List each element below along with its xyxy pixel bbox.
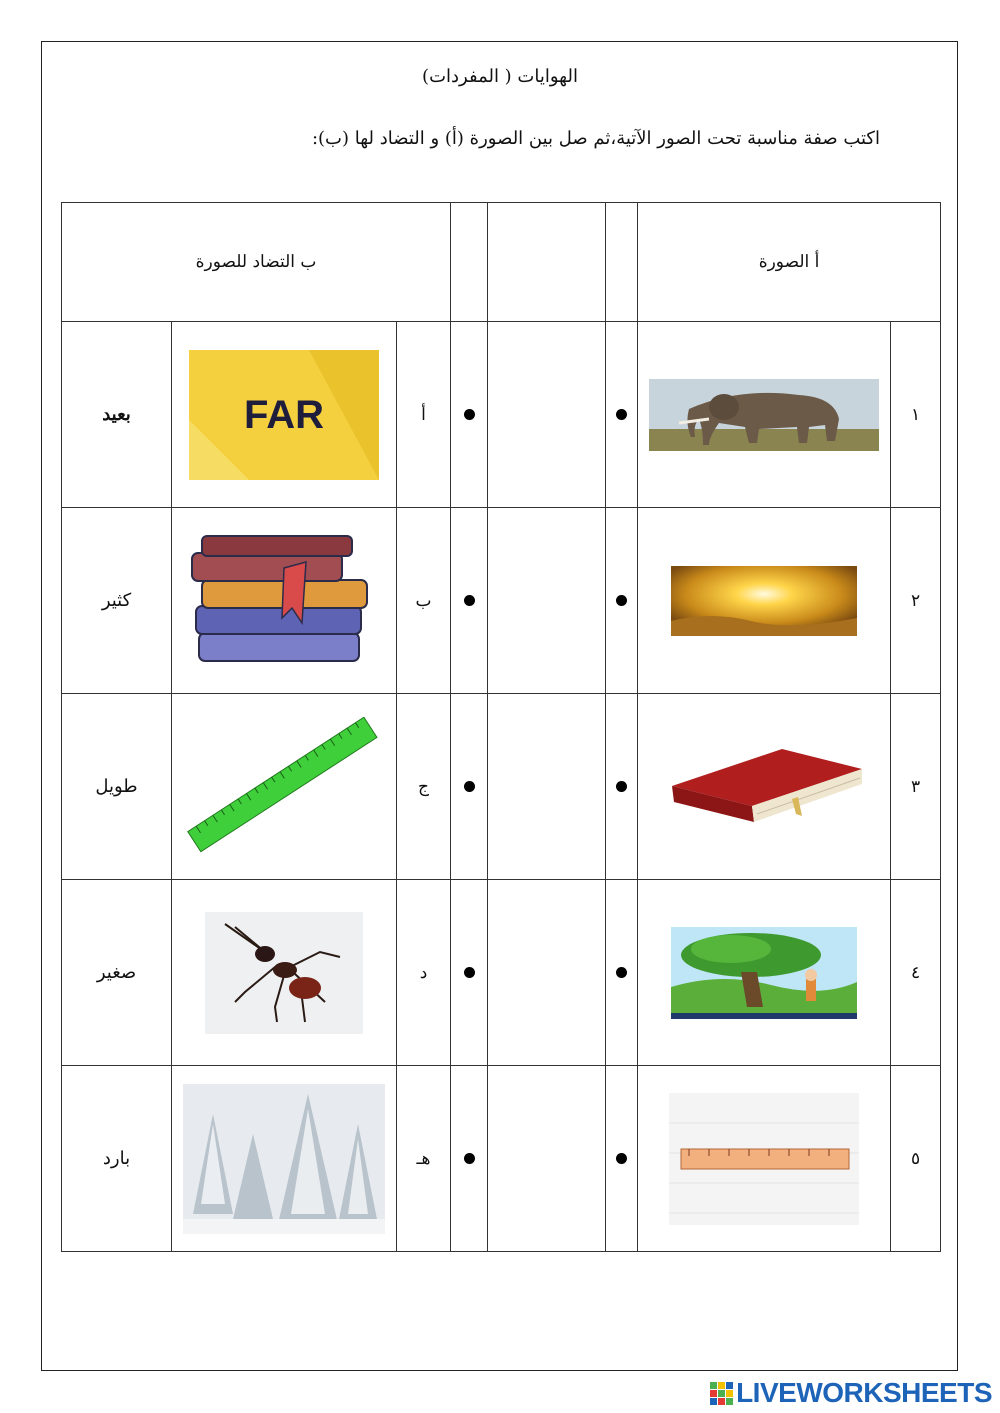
option-letter: د xyxy=(397,880,451,1066)
table-row xyxy=(62,880,941,1066)
row-number: ٢ xyxy=(891,508,941,694)
match-dot-a[interactable] xyxy=(606,322,638,508)
row-number: ٣ xyxy=(891,694,941,880)
answer-word: بارد xyxy=(62,1066,172,1252)
match-dot-a[interactable] xyxy=(606,1066,638,1252)
answer-blank[interactable] xyxy=(488,694,606,880)
header-a: أ الصورة xyxy=(638,203,941,322)
matching-table xyxy=(61,202,941,1252)
answer-blank[interactable] xyxy=(488,322,606,508)
row-number: ٥ xyxy=(891,1066,941,1252)
brand-name: LIVEWORKSHEETS xyxy=(736,1377,992,1408)
row-number: ٤ xyxy=(891,880,941,1066)
worksheet-title: الهوايات ( المفردات) xyxy=(422,66,578,87)
option-letter: أ xyxy=(397,322,451,508)
short-ruler-image xyxy=(638,1066,890,1251)
far-sign-text: FAR xyxy=(244,392,324,437)
option-letter: ب xyxy=(397,508,451,694)
table-row xyxy=(62,322,941,508)
sun-image xyxy=(638,508,890,693)
table-row xyxy=(62,1066,941,1252)
header-b: ب التضاد للصورة xyxy=(62,203,451,322)
match-dot-a[interactable] xyxy=(606,880,638,1066)
logo-icon xyxy=(710,1382,733,1405)
answer-word: صغير xyxy=(62,880,172,1066)
table-row xyxy=(62,694,941,880)
table-header-row xyxy=(62,203,941,322)
match-dot-a[interactable] xyxy=(606,508,638,694)
match-dot-b[interactable] xyxy=(451,322,488,508)
liveworksheets-logo xyxy=(710,1378,992,1408)
option-letter: ج xyxy=(397,694,451,880)
far-sign-image xyxy=(172,322,396,507)
elephant-image xyxy=(638,322,890,507)
match-dot-a[interactable] xyxy=(606,694,638,880)
match-dot-b[interactable] xyxy=(451,1066,488,1252)
answer-blank[interactable] xyxy=(488,1066,606,1252)
snowy-trees-image xyxy=(172,1066,396,1251)
big-tree-image xyxy=(638,880,890,1065)
answer-word: كثير xyxy=(62,508,172,694)
answer-blank[interactable] xyxy=(488,508,606,694)
answer-word: بعيد xyxy=(62,322,172,508)
books-stack-image xyxy=(172,508,396,693)
ant-image xyxy=(172,880,396,1065)
worksheet-instruction: اكتب صفة مناسبة تحت الصور الآتية،ثم صل بين الصورة (أ) و التضاد لها (ب): xyxy=(311,128,880,149)
match-dot-b[interactable] xyxy=(451,880,488,1066)
match-dot-b[interactable] xyxy=(451,694,488,880)
option-letter: هـ xyxy=(397,1066,451,1252)
answer-blank[interactable] xyxy=(488,880,606,1066)
row-number: ١ xyxy=(891,322,941,508)
red-book-image xyxy=(638,694,890,879)
green-ruler-image xyxy=(172,694,396,879)
answer-word: طويل xyxy=(62,694,172,880)
match-dot-b[interactable] xyxy=(451,508,488,694)
table-row xyxy=(62,508,941,694)
